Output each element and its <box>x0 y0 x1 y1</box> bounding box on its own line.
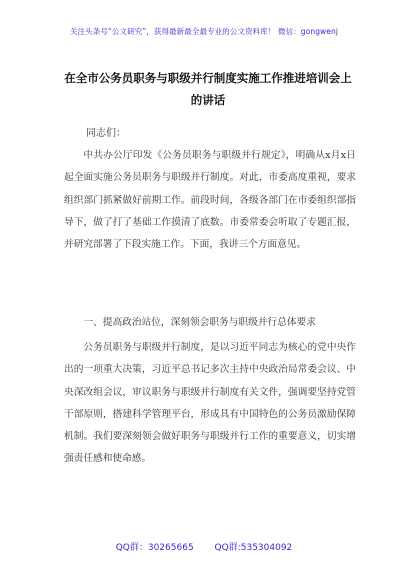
document-title-line2: 的讲话 <box>190 93 226 107</box>
paragraph-body: 公务员职务与职级并行制度，是以习近平同志为核心的党中央作出的一项重大决策，习近平总书记多次主持中央政治局常委会议、中央深改组会议，审议职务与职级并行制度有关文件，强调要坚持党管干部原则，搭建科学管理平台，形成具有中国特色的公务员激励保障机制。我们要深刻领会做好职务与职级并行工作的重要意义，切实增强责任感和使命感。 <box>64 342 356 465</box>
document-title-line1: 在全市公务员职务与职级并行制度实施工作推进培训会上 <box>64 71 352 85</box>
footer-contact <box>0 540 408 553</box>
footer-qq-group-1: QQ群：30265665 <box>115 543 194 553</box>
salutation: 同志们： <box>86 128 126 139</box>
section-heading: 一、提高政治站位，深刻领会职务与职级并行总体要求 <box>83 317 316 328</box>
header-banner: 关注头条号“公文研究”，获得最新最全最专业的公文资料库！ 微信：gongwenj <box>69 27 339 36</box>
footer-qq-group-2: QQ群:535304092 <box>214 543 293 553</box>
paragraph-intro: 中共办公厅印发《公务员职务与职级并行规定》，明确从x月x日起全面实施公务员职务与职级并行制度。对此，市委高度重视，要求组织部门抓紧做好前期工作。前段时间，各级各部门在市委组织部指导下，做了打了基础工作摸清了底数。市委常委会听取了专题汇报，并研究部署了下段实施工作。下面，我讲三个方面意见。 <box>64 150 356 251</box>
